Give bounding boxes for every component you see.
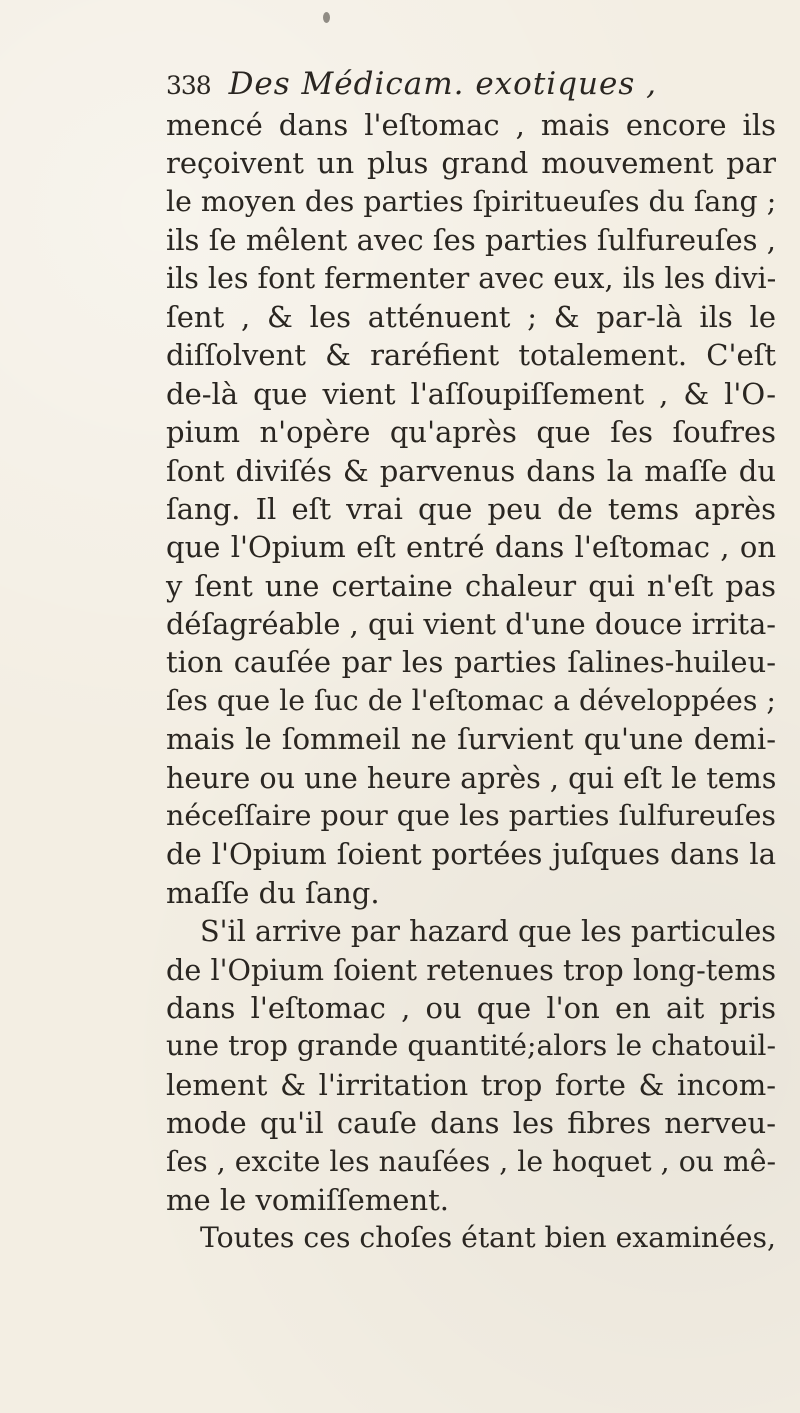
text-line: ſes , excite les nauſées , le hoquet , ou mê- [166, 1144, 776, 1178]
text-line: ſang. Il eſt vrai que peu de tems après [166, 491, 776, 526]
text-line: reçoivent un plus grand mouvement par [166, 146, 776, 181]
text-line: que l'Opium eſt entré dans l'eſtomac , on [166, 530, 776, 565]
text-line: ſont diviſés & parvenus dans la maſſe du [166, 453, 776, 488]
body-text [166, 106, 776, 1258]
text-line: mencé dans l'eſtomac , mais encore ils [166, 108, 776, 142]
paragraph-start-line: Toutes ces choſes étant bien examinées, [200, 1221, 776, 1255]
running-title: Des Médicam. exotiques , [228, 66, 657, 102]
text-line: mais le ſommeil ne ſurvient qu'une demi- [166, 722, 776, 757]
text-line: heure ou une heure après , qui eſt le tems [166, 760, 777, 795]
text-line: pium n'opère qu'après que ſes ſoufres [166, 415, 776, 450]
text-line: tion cauſée par les parties ſalines-huileu- [166, 645, 776, 680]
text-line: le moyen des parties ſpiritueuſes du ſang ; [166, 184, 777, 218]
text-line: y ſent une certaine chaleur qui n'eſt pas [166, 568, 776, 603]
paragraph-end-line: me le vomiſſement. [166, 1182, 449, 1217]
text-line: diſſolvent & raréfient totalement. C'eſt [166, 338, 776, 373]
running-header [166, 62, 776, 106]
text-line: néceſſaire pour que les parties ſulfureuſes [166, 799, 776, 833]
text-line: une trop grande quantité;alors le chatouil- [166, 1029, 776, 1063]
page-number: 338 [166, 71, 211, 100]
text-line: de-là que vient l'aſſoupiſſement , & l'O- [166, 376, 776, 411]
paragraph-end-line: maſſe du ſang. [166, 875, 380, 910]
text-line: lement & l'irritation trop forte & incom- [166, 1067, 776, 1102]
text-line: de l'Opium ſoient portées juſques dans la [166, 837, 776, 872]
text-line: ils les font fermenter avec eux, ils les divi- [166, 261, 777, 295]
ink-speck [323, 12, 330, 23]
text-line: déſagréable , qui vient d'une douce irrita- [166, 607, 776, 642]
text-line: de l'Opium ſoient retenues trop long-tems [166, 952, 776, 987]
text-line: ſent , & les atténuent ; & par-là ils le [166, 299, 776, 334]
text-line: dans l'eſtomac , ou que l'on en ait pris [166, 990, 776, 1025]
text-line: mode qu'il cauſe dans les fibres nerveu- [166, 1106, 776, 1141]
paragraph-start-line: S'il arrive par hazard que les particules [200, 914, 776, 949]
text-line: ſes que le ſuc de l'eſtomac a développées ; [166, 683, 776, 717]
text-line: ils ſe mêlent avec ſes parties ſulfureuſes , [166, 223, 776, 258]
